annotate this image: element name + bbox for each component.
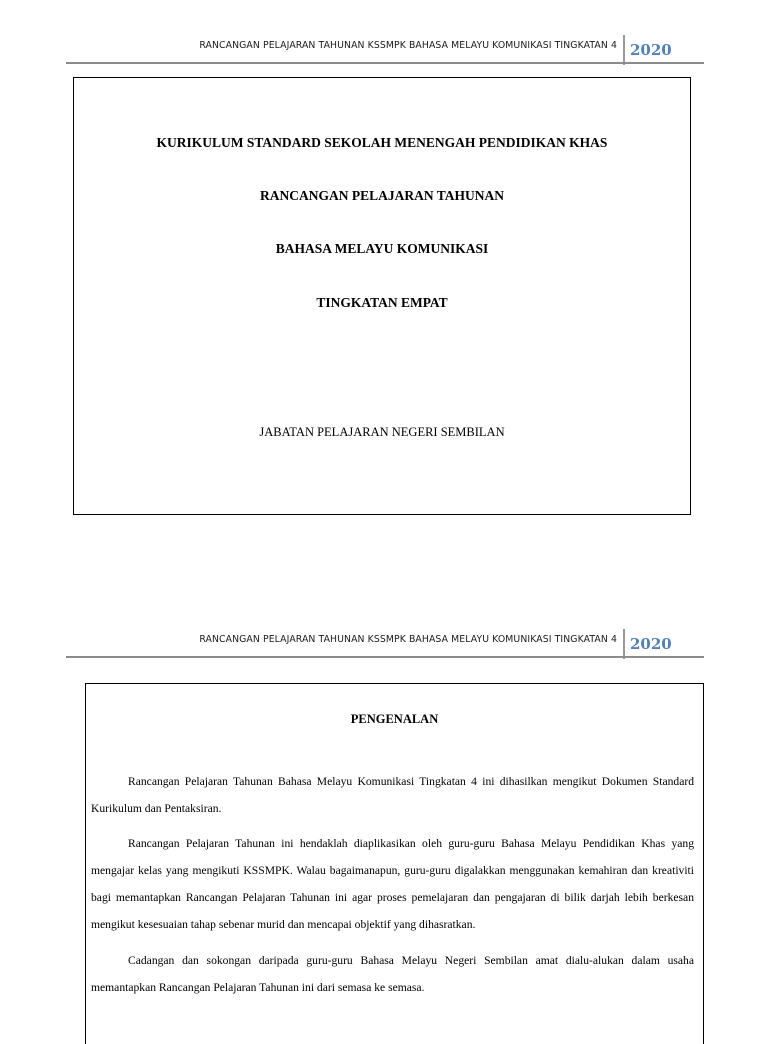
header-rule [66, 656, 704, 658]
header-title: RANCANGAN PELAJARAN TAHUNAN KSSMPK BAHASA MELAYU KOMUNIKASI TINGKATAN 4 [199, 634, 617, 645]
cover-title-plan: RANCANGAN PELAJARAN TAHUNAN [259, 188, 504, 203]
cover-box [73, 77, 691, 515]
header-year: 2020 [630, 635, 672, 653]
intro-paragraph: Cadangan dan sokongan daripada guru-guru Bahasa Melayu Negeri Sembilan amat dialu-alukan dalam usaha memantapkan Rancangan Pelajaran Tahunan ini dari semasa ke semasa. [91, 953, 694, 994]
cover-title-curriculum: KURIKULUM STANDARD SEKOLAH MENENGAH PENDIDIKAN KHAS [156, 135, 608, 150]
page-header [66, 35, 704, 65]
header-divider [623, 35, 625, 65]
header-year: 2020 [630, 41, 672, 59]
intro-paragraph: Rancangan Pelajaran Tahunan Bahasa Melayu Komunikasi Tingkatan 4 ini dihasilkan mengikut Dokumen Standard Kurikulum dan Pentaksiran. [91, 774, 694, 815]
header-rule [66, 62, 704, 64]
cover-title-form: TINGKATAN EMPAT [316, 295, 448, 310]
cover-department: JABATAN PELAJARAN NEGERI SEMBILAN [259, 425, 505, 439]
header-title: RANCANGAN PELAJARAN TAHUNAN KSSMPK BAHASA MELAYU KOMUNIKASI TINGKATAN 4 [199, 40, 617, 51]
header-divider [623, 629, 625, 659]
intro-box [85, 683, 704, 1044]
cover-title-subject: BAHASA MELAYU KOMUNIKASI [275, 241, 489, 256]
intro-heading: PENGENALAN [350, 712, 439, 726]
intro-paragraph: Rancangan Pelajaran Tahunan ini hendaklah diaplikasikan oleh guru-guru Bahasa Melayu Pendidikan Khas yang mengajar kelas yang mengikuti KSSMPK. Walau bagaimanapun, guru-guru digalakkan menggunakan kemahiran dan kreativiti bagi memantapkan Rancangan Pelajaran Tahunan ini agar proses pemelajaran dan pengajaran di bilik darjah lebih berkesan mengikut kesesuaian tahap sebenar murid dan mencapai objektif yang dihasratkan. [91, 836, 694, 931]
page-header [66, 629, 704, 659]
